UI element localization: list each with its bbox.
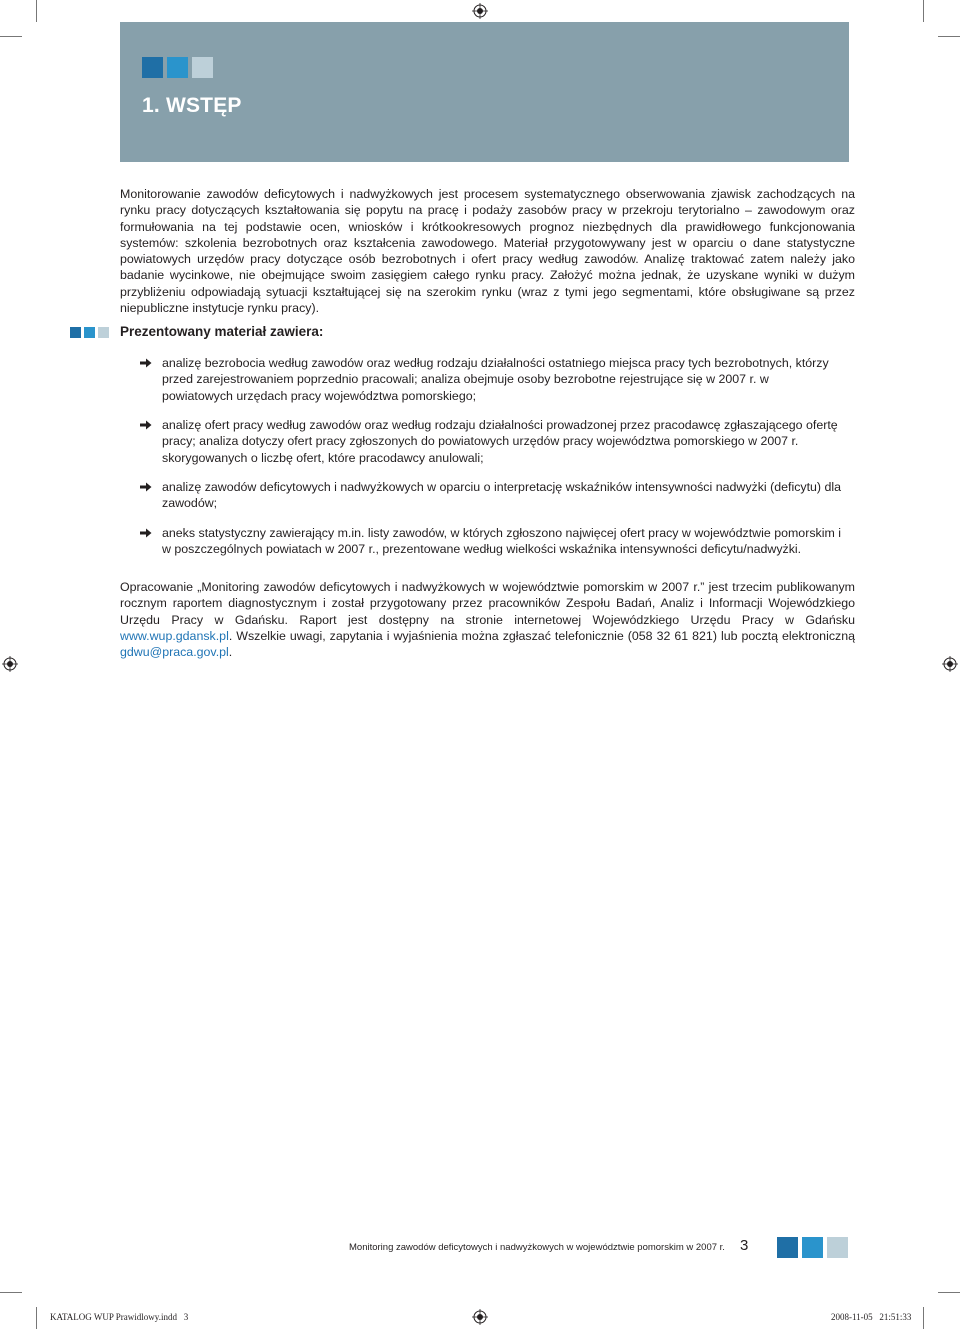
section-square-mid	[84, 327, 95, 338]
list-item: aneks statystyczny zawierający m.in. listy zawodów, w których zgłoszono najwięcej ofert pracy w województwie pomorskim i w poszczególnych powiatach w 2007 r., prezentowane według wielkości wskaźnika intensywności deficytu/nadwyżki.	[162, 526, 841, 557]
section-heading: Prezentowany materiał zawiera:	[120, 324, 324, 339]
list-item: analizę ofert pracy według zawodów oraz według rodzaju działalności prowadzonej przez pracodawcę zgłaszającego ofertę pracy; analiza dotyczy ofert pracy zgłoszonych do powiatowych urzędów pracy województwa pomorskiego w 2007 r. skorygowanych o liczbę ofert, które pracodawcy anulowali;	[162, 418, 838, 465]
list-item: analizę zawodów deficytowych i nadwyżkowych w oparciu o interpretację wskaźników intensywności nadwyżki (deficytu) dla zawodów;	[162, 480, 842, 511]
header-square-mid	[167, 57, 188, 78]
crop-mark	[938, 36, 960, 37]
crop-mark	[938, 1292, 960, 1293]
footer-square-mid	[802, 1237, 823, 1258]
closing-text: .	[228, 645, 233, 660]
crop-mark	[923, 0, 924, 22]
chapter-title: 1. WSTĘP	[142, 94, 242, 117]
registration-mark-icon	[472, 3, 488, 19]
footer-square-light	[827, 1237, 848, 1258]
closing-text: Opracowanie „Monitoring zawodów deficytowych i nadwyżkowych w województwie pomorskim w 2007 r.” jest trzecim publikowanym rocznym raportem diagnostycznym i został przygotowany przez pracowników Zespołu Badań, Analiz i Informacji Wojewódzkiego Urzędu Pracy w Gdańsku. Raport jest dostępny na stronie internetowej Wojewódzkiego Urzędu Pracy w Gdańsku	[120, 580, 855, 627]
list-item: analizę bezrobocia według zawodów oraz według rodzaju działalności ostatniego miejsca pracy tych bezrobotnych, którzy przed zarejestrowaniem poprzednio pracowali; analiza obejmuje osoby bezrobotne rejestrujące się w 2007 r. w powiatowych urzędach pracy województwa pomorskiego;	[162, 356, 829, 403]
footer-square-dark	[777, 1237, 798, 1258]
crop-mark	[36, 0, 37, 22]
crop-mark	[923, 1307, 924, 1329]
registration-mark-icon	[472, 1309, 488, 1325]
registration-mark-icon	[942, 656, 958, 672]
intro-paragraph: Monitorowanie zawodów deficytowych i nadwyżkowych jest procesem systematycznego obserwowania zjawisk zachodzących na rynku pracy dotyczących kształtowania się popytu na pracę i podaży zasobów pracy w przekroju terytorialno – zawodowym oraz formułowania na tej podstawie ocen, wniosków i krótkookresowych prognoz niezbędnych dla prawidłowego funkcjonowania systemów: szkolenia bezrobotnych oraz kształcenia zawodowego. Materiał przygotowywany jest w oparciu o dane statystyczne powiatowych urzędów pracy dotyczące osób bezrobotnych i ofert pracy według zawodów. Analizę traktować zatem należy jako badanie wycinkowe, nie obejmujące swoim zasięgiem całego rynku pracy. Założyć można jednak, że uzyskane wyniki w dużym przybliżeniu odpowiadają sytuacji kształtującej się na szerokim rynku (wraz z tymi jego segmentami, które obsługiwane są przez niepubliczne instytucje rynku pracy).	[120, 187, 855, 316]
closing-paragraph	[120, 579, 855, 660]
section-square-light	[98, 327, 109, 338]
website-link[interactable]: www.wup.gdansk.pl	[120, 628, 229, 643]
footer-running-title: Monitoring zawodów deficytowych i nadwyżkowych w województwie pomorskim w 2007 r.	[349, 1242, 725, 1253]
crop-mark	[0, 1292, 22, 1293]
header-square-light	[192, 57, 213, 78]
slug-file-info: KATALOG WUP Prawidlowy.indd 3	[50, 1312, 189, 1322]
arrow-bullet-icon	[140, 482, 152, 492]
arrow-bullet-icon	[140, 358, 152, 368]
arrow-bullet-icon	[140, 528, 152, 538]
email-link[interactable]: gdwu@praca.gov.pl	[120, 645, 229, 660]
section-square-dark	[70, 327, 81, 338]
chapter-header-band	[120, 22, 849, 162]
crop-mark	[0, 36, 22, 37]
crop-mark	[36, 1307, 37, 1329]
registration-mark-icon	[2, 656, 18, 672]
closing-text: . Wszelkie uwagi, zapytania i wyjaśnienia można zgłaszać telefonicznie (058 32 61 821) lub pocztą elektroniczną	[228, 628, 855, 643]
page-number: 3	[740, 1237, 749, 1254]
slug-timestamp: 2008-11-05 21:51:33	[831, 1312, 912, 1322]
arrow-bullet-icon	[140, 420, 152, 430]
header-square-dark	[142, 57, 163, 78]
